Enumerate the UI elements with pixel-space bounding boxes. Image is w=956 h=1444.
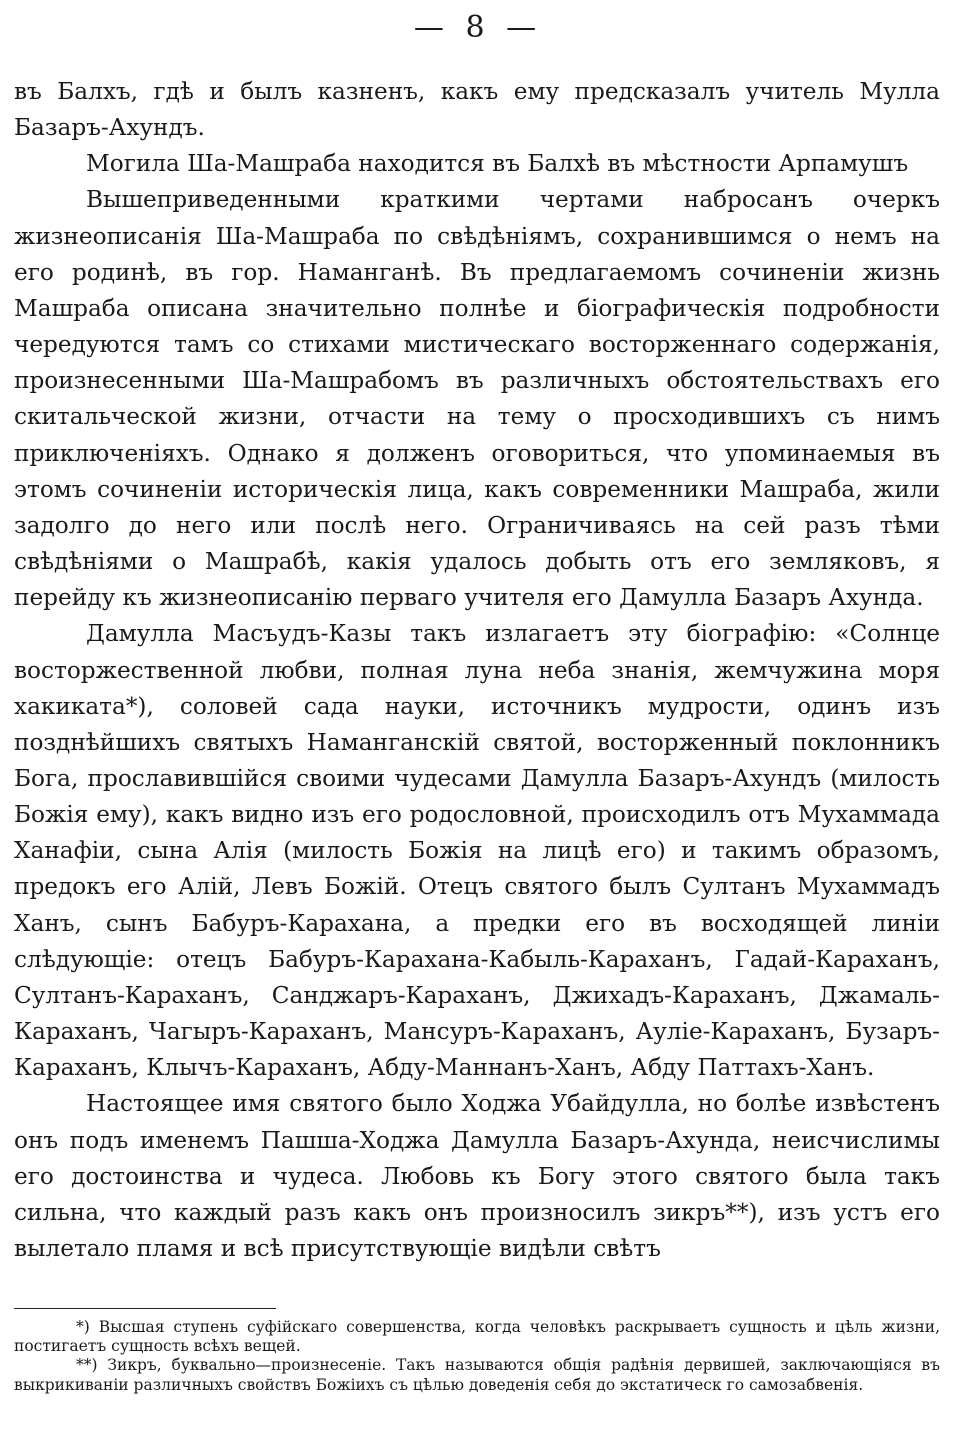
paragraph: Дамулла Масъудъ-Казы такъ излагаетъ эту біографію: «Солнце восторжественной любви, полная луна неба знанія, жемчужина моря хакиката*), соловей сада науки, источникъ мудрости, одинъ изъ позднѣйшихъ святыхъ Наманганскій святой, восторженный поклонникъ Бога, прославившійся своими чудесами Дамулла Базаръ-Ахундъ (милость Божія ему), какъ видно изъ его родословной, происходилъ отъ Мухаммада Ханафіи, сына Алія (милость Божія на лицѣ его) и такимъ образомъ, предокъ его Алій, Левъ Божій. Отецъ святого былъ Султанъ Мухаммадъ Ханъ, сынъ Бабуръ-Карахана, а предки его въ восходящей линіи слѣдующіе: отецъ Бабуръ-Карахана-Кабыль-Караханъ, Гадай-Караханъ, Султанъ-Караханъ, Санджаръ-Караханъ, Джихадъ-Караханъ, Джамаль-Караханъ, Чагыръ-Караханъ, Мансуръ-Караханъ, Ауліе-Караханъ, Бузаръ-Караханъ, Клычъ-Караханъ, Абду-Маннанъ-Ханъ, Абду Паттахъ-Ханъ. [14,620,940,1082]
paragraph: Вышеприведенными краткими чертами набросанъ очеркъ жизнеописанія Ша-Машраба по свѣдѣніямъ, сохранившимся о немъ на его родинѣ, въ гор. Наманганѣ. Въ предлагаемомъ сочиненіи жизнь Машраба описана значительно полнѣе и біографическія подробности чередуются тамъ со стихами мистическаго восторженнаго содержанія, произнесенными Ша-Машрабомъ въ различныхъ обстоятельствахъ его скитальческой жизни, отчасти на тему о просходившихъ съ нимъ приключеніяхъ. Однако я долженъ оговориться, что упоминаемыя въ этомъ сочиненіи историческія лица, какъ современники Машраба, жили задолго до него или послѣ него. Ограничиваясь на сей разъ тѣми свѣдѣніями о Машрабѣ, какія удалось добыть отъ его земляковъ, я перейду къ жизнеописанію перваго учителя его Дамулла Базаръ Ахунда. [14,186,940,612]
paragraph: Могила Ша-Машраба находится въ Балхѣ въ мѣстности Арпамушъ [86,150,909,178]
footnote-divider [14,1308,276,1309]
footnote: **) Зикръ, буквально—произнесеніе. Такъ называются общія радѣнія дервишей, заключающіяся въ выкрикиваніи различныхъ свойствъ Божіихъ съ цѣлью доведенія себя до экстатическ го самозабвенія. [14,1356,940,1394]
page-number: — 8 — [413,10,543,45]
footnote: *) Высшая ступень суфійскаго совершенства, когда человѣкъ раскрываетъ сущность и цѣль жизни, постигаетъ сущность всѣхъ вещей. [14,1318,940,1356]
paragraph: Настоящее имя святого было Ходжа Убайдулла, но болѣе извѣстенъ онъ подъ именемъ Пашша-Ходжа Дамулла Базаръ-Ахунда, неисчислимы его достоинства и чудеса. Любовь къ Богу этого святого была такъ сильна, что каждый разъ какъ онъ произносилъ зикръ**), изъ устъ его вылетало пламя и всѣ присутствующіе видѣли свѣтъ [14,1090,940,1262]
paragraph: въ Балхъ, гдѣ и былъ казненъ, какъ ему предсказалъ учитель Мулла Базаръ-Ахундъ. [14,78,940,142]
footnotes [14,1318,940,1395]
body-text [14,74,940,1267]
